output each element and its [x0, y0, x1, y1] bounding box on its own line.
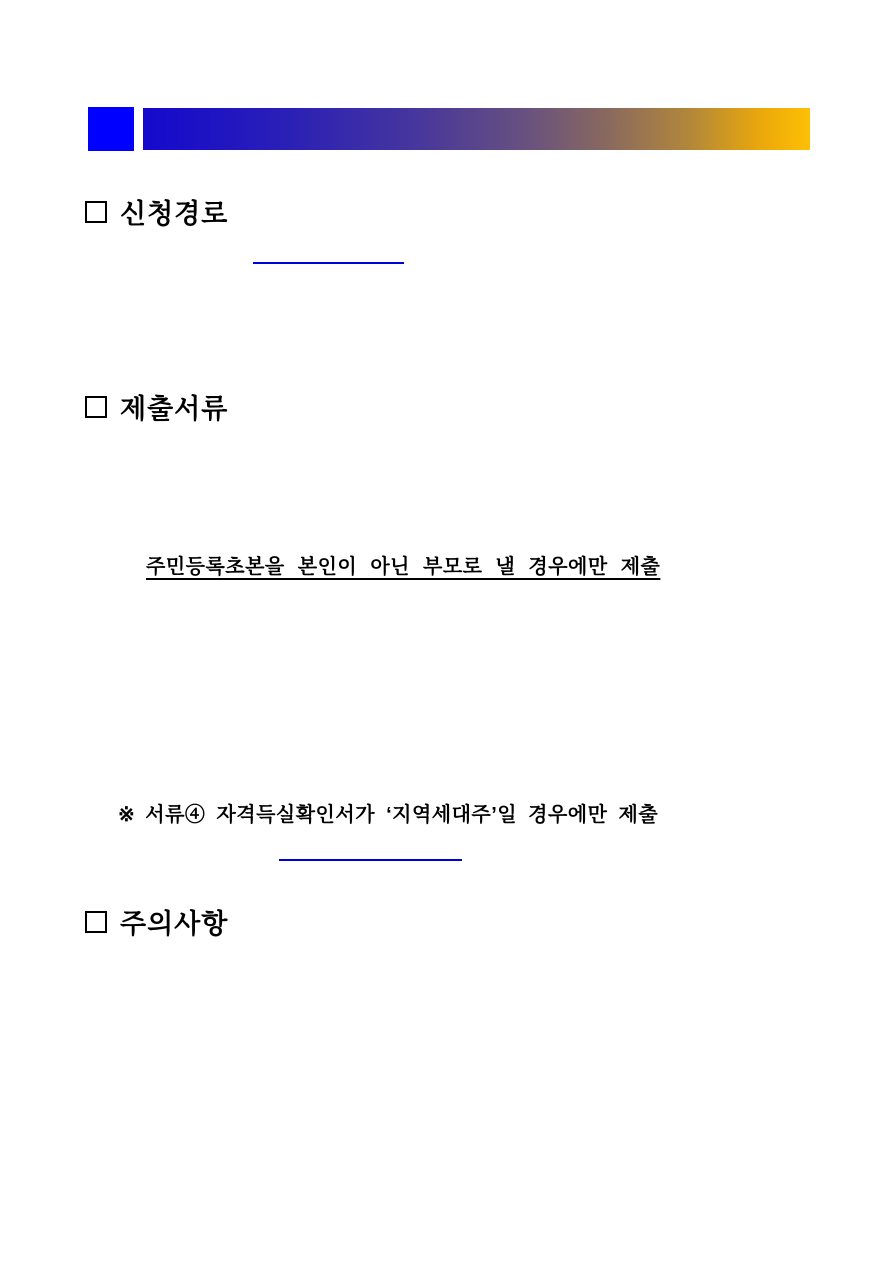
checkbox-bullet-icon [85, 396, 107, 418]
section-title-application-path: 신청경로 [120, 199, 229, 229]
checkbox-bullet-icon [85, 911, 107, 933]
section-heading-cautions [85, 902, 228, 941]
link-underline-application-path[interactable] [253, 262, 404, 264]
link-underline-documents[interactable] [279, 859, 462, 861]
section-heading-application-path [85, 192, 228, 231]
checkbox-bullet-icon [85, 201, 107, 223]
reference-note-text: 서류④ 자격득실확인서가 ‘지역세대주’일 경우에만 제출 [145, 804, 659, 826]
banner-accent-square [88, 107, 134, 151]
parent-submission-note: 주민등록초본을 본인이 아닌 부모로 낼 경우에만 제출 [146, 556, 661, 578]
section-heading-documents [85, 387, 228, 426]
reference-marker: ※ [118, 804, 136, 826]
reference-note [118, 798, 658, 827]
banner-gradient-bar [143, 108, 810, 150]
section-title-documents: 제출서류 [120, 394, 229, 424]
section-title-cautions: 주의사항 [120, 909, 229, 939]
